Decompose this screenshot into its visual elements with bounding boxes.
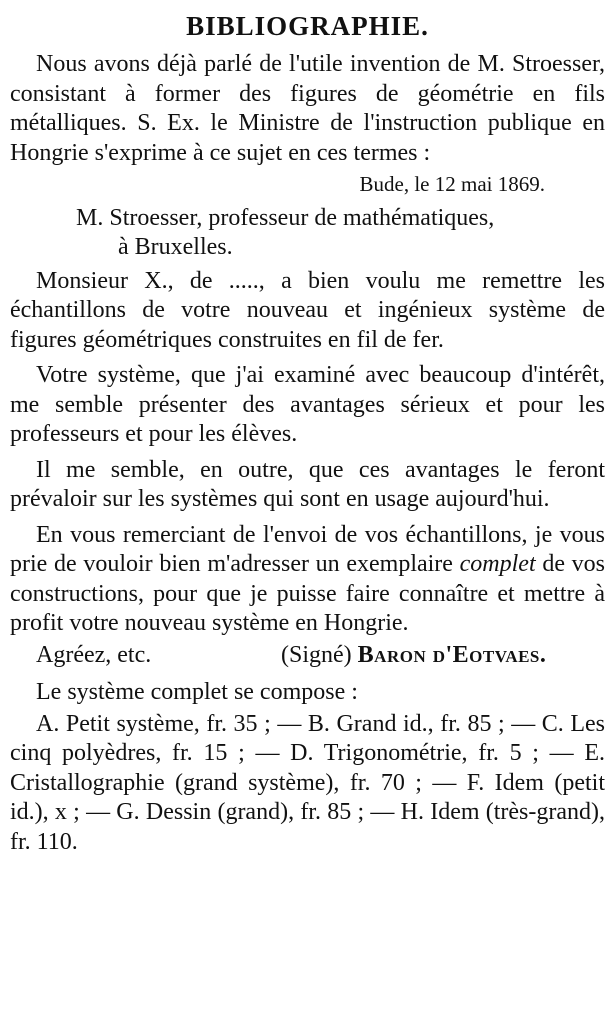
closing-agreez: Agréez, etc. — [36, 641, 152, 668]
signed-name: Baron d'Eotvaes. — [357, 641, 547, 668]
letter-paragraph-2: Votre système, que j'ai examiné avec beaucoup d'intérêt, me semble présenter des avantages sérieux et pour les professeurs et pour les élèves. — [10, 362, 605, 447]
letter-closing — [10, 641, 605, 671]
price-item: — D. Trigonométrie, fr. 5 ; — [255, 740, 539, 766]
price-item: — B. Grand id., fr. 85 ; — [277, 710, 505, 737]
letter-paragraph-4 — [10, 521, 605, 639]
addressee-line-1: M. Stroesser, professeur de mathématiques, — [76, 204, 495, 231]
letter-addressee — [10, 204, 605, 263]
intro-paragraph: Nous avons déjà parlé de l'utile invention de M. Stroesser, consistant à former des figures de géométrie en fils métalliques. S. Ex. le Ministre de l'instruction publique en Hongrie s'exprime à ce sujet en ces termes : — [10, 51, 605, 166]
addressee-line-2: à Bruxelles. — [118, 234, 233, 260]
p4-before: En vous remerciant de l'envoi de vos échantillons, je vous prie de vouloir bien m'adresser un exemplaire — [10, 521, 605, 577]
price-item: A. Petit système, fr. 35 ; — [36, 710, 271, 737]
letter-paragraph-3: Il me semble, en outre, que ces avantages le feront prévaloir sur les systèmes qui sont en usage aujourd'hui. — [10, 456, 605, 512]
signed-label: (Signé) — [281, 641, 352, 668]
letter-dateline: Bude, le 12 mai 1869. — [359, 172, 545, 196]
list-intro: Le système complet se compose : — [36, 679, 358, 705]
letter-paragraph-1: Monsieur X., de ....., a bien voulu me remettre les échantillons de votre nouveau et ingénieux système de figures géométriques construites en fil de fer. — [10, 267, 605, 353]
price-item: — H. Idem (très-grand), fr. 110. — [10, 799, 606, 855]
price-item: — E. Cristallographie (grand système), fr. 70 ; — [10, 740, 606, 796]
price-item: — G. Dessin (grand), fr. 85 ; — [86, 799, 365, 825]
p4-after: de vos constructions, pour que je puisse faire connaître et mettre à profit votre nouveau système en Hongrie. — [10, 551, 605, 636]
price-item: — F. Idem (petit id.), x ; — [10, 769, 606, 825]
price-item: — C. Les cinq polyèdres, fr. 15 ; — [10, 710, 606, 766]
section-title: BIBLIOGRAPHIE. — [186, 11, 429, 41]
price-list — [10, 710, 605, 858]
closing-signature — [281, 641, 546, 671]
p4-emphasis: complet — [459, 551, 536, 577]
